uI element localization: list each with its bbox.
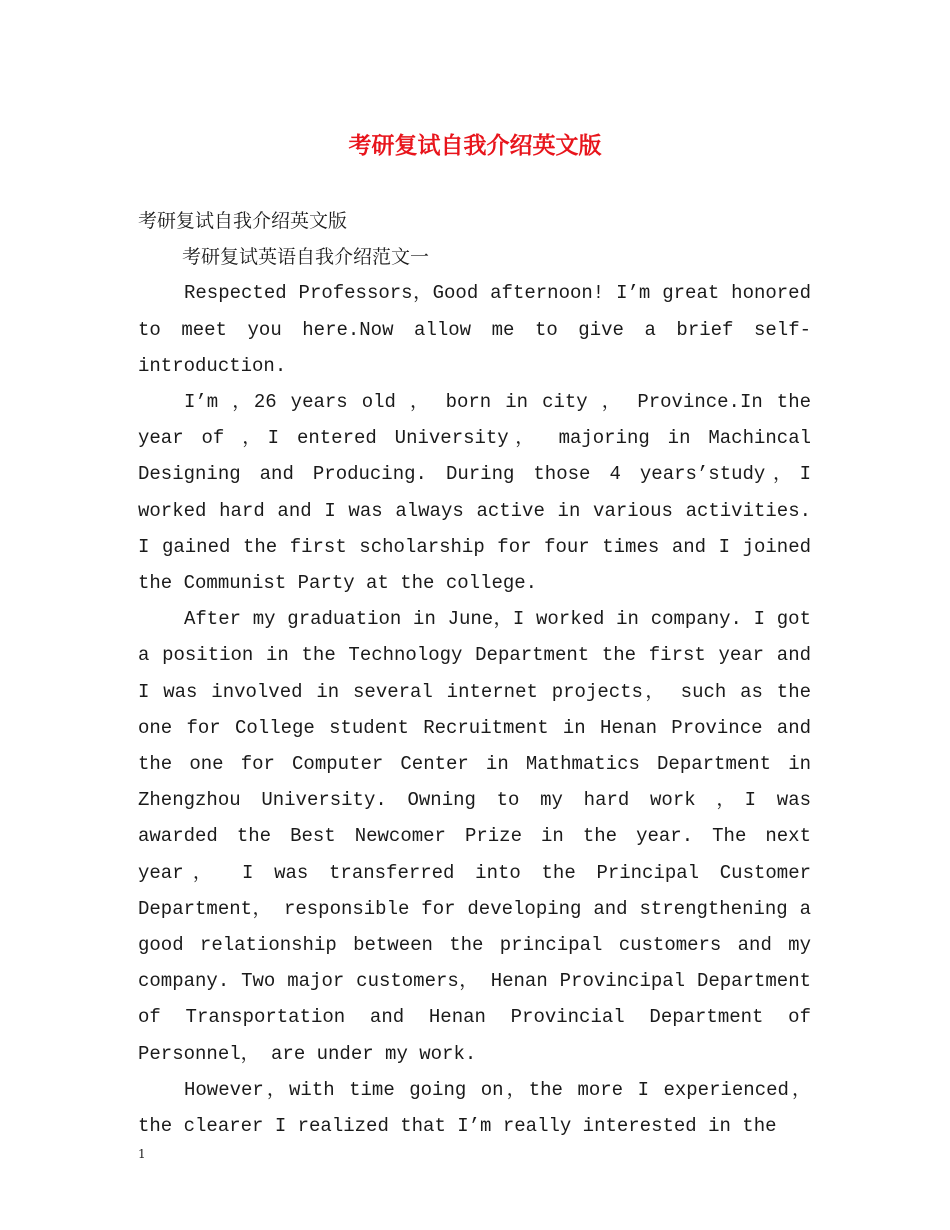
section-heading: 考研复试自我介绍英文版 [138, 210, 348, 232]
paragraph-greeting: Respected Professors，Good afternoon! I’m great honored to meet you here.Now allow me to give a brief self-introduction. [138, 282, 811, 377]
section-subheading: 考研复试英语自我介绍范文一 [182, 246, 430, 269]
document-body [138, 203, 811, 1144]
paragraph-education: I’m ，26 years old ， born in city ， Province.In the year of ，I entered University， majoring in Machincal Designing and Producing. During those 4 years’study，I worked hard and I was always active in various activities. I gained the first scholarship for four times and I joined the Communist Party at the college. [138, 391, 811, 595]
paragraph-work-experience: After my graduation in June，I worked in company. I got a position in the Technology Department the first year and I was involved in several internet projects， such as the one for College student Recruitment in Henan Province and the one for Computer Center in Mathmatics Department in Zhengzhou University. Owning to my hard work ，I was awarded the Best Newcomer Prize in the year. The next year， I was transferred into the Principal Customer Department， responsible for developing and strengthening a good relationship between the principal customers and my company. Two major customers， Henan Provincipal Department of Transportation and Henan Provincial Department of Personnel， are under my work. [138, 608, 811, 1065]
paragraph-interest: However，with time going on，the more I experienced， the clearer I realized that I’m really interested in the [138, 1078, 811, 1138]
page-number: 1 [138, 1147, 146, 1161]
document-title: 考研复试自我介绍英文版 [348, 132, 602, 159]
